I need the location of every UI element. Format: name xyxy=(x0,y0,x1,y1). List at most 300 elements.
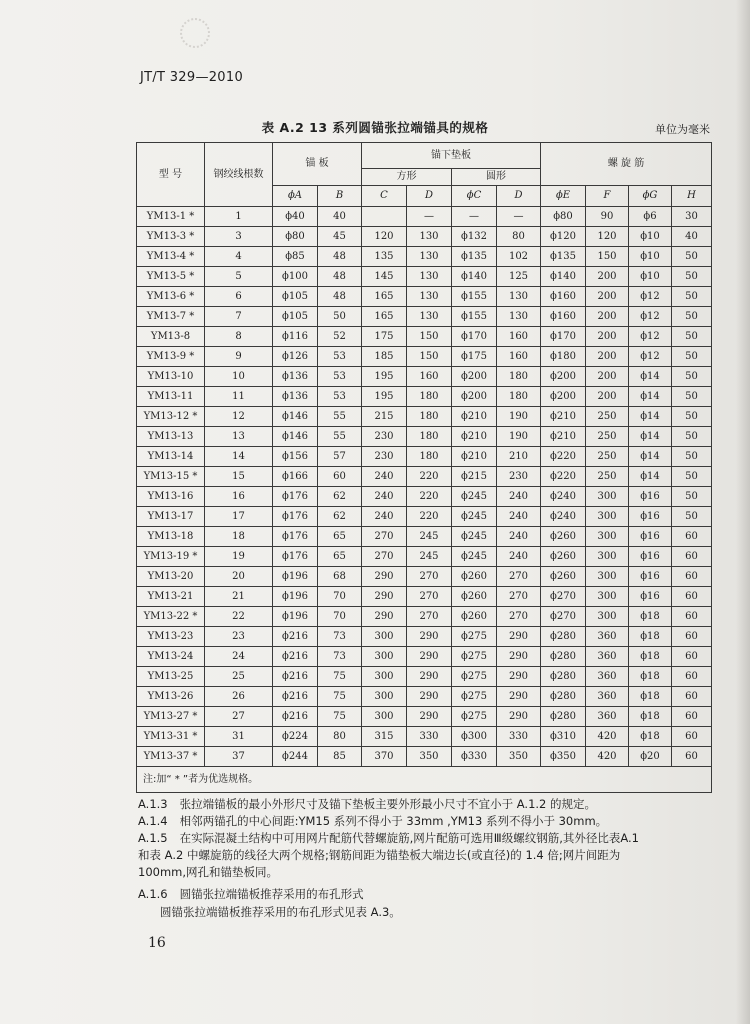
table-row xyxy=(137,587,712,607)
clause-a16 xyxy=(138,887,364,902)
table-cell: 190 xyxy=(497,427,541,447)
table-cell: 240 xyxy=(362,507,407,527)
model-cell: YM13-22 * xyxy=(137,607,205,627)
table-cell: 50 xyxy=(672,467,712,487)
table-cell: 145 xyxy=(362,267,407,287)
table-cell: 55 xyxy=(318,407,362,427)
table-cell: 150 xyxy=(407,327,452,347)
table-cell: 50 xyxy=(672,487,712,507)
table-cell: 8 xyxy=(205,327,273,347)
table-cell: ϕ350 xyxy=(541,747,586,767)
table-cell: 290 xyxy=(497,707,541,727)
model-cell: YM13-26 xyxy=(137,687,205,707)
table-cell: 290 xyxy=(362,567,407,587)
table-cell: ϕ160 xyxy=(541,287,586,307)
table-cell: ϕ275 xyxy=(452,627,497,647)
table-cell: 60 xyxy=(672,707,712,727)
table-cell: ϕ18 xyxy=(629,707,672,727)
table-cell: 55 xyxy=(318,427,362,447)
table-cell: ϕ155 xyxy=(452,287,497,307)
table-row xyxy=(137,467,712,487)
table-cell: 60 xyxy=(672,547,712,567)
table-cell: 50 xyxy=(672,347,712,367)
table-cell: 195 xyxy=(362,387,407,407)
clause-number: A.1.5 xyxy=(138,831,168,845)
table-cell: 25 xyxy=(205,667,273,687)
table-cell: 185 xyxy=(362,347,407,367)
table-cell: 80 xyxy=(497,227,541,247)
table-cell: 150 xyxy=(407,347,452,367)
table-cell: ϕ10 xyxy=(629,227,672,247)
table-cell: ϕ240 xyxy=(541,507,586,527)
table-cell: 3 xyxy=(205,227,273,247)
table-cell: 60 xyxy=(672,747,712,767)
table-cell: 240 xyxy=(497,507,541,527)
table-cell: 70 xyxy=(318,587,362,607)
table-row xyxy=(137,247,712,267)
table-cell: 200 xyxy=(586,387,629,407)
table-cell: 150 xyxy=(586,247,629,267)
subheader-cell: D xyxy=(407,186,452,207)
table-cell: 37 xyxy=(205,747,273,767)
table-row xyxy=(137,427,712,447)
model-cell: YM13-8 xyxy=(137,327,205,347)
table-row xyxy=(137,227,712,247)
table-cell: ϕ210 xyxy=(452,427,497,447)
table-title: 表 A.2 13 系列圆锚张拉端锚具的规格 xyxy=(261,120,489,135)
table-cell: ϕ6 xyxy=(629,207,672,227)
table-cell: ϕ140 xyxy=(452,267,497,287)
table-cell: 73 xyxy=(318,627,362,647)
table-cell: 60 xyxy=(672,587,712,607)
table-cell: ϕ146 xyxy=(273,407,318,427)
table-cell: ϕ176 xyxy=(273,487,318,507)
table-cell: ϕ132 xyxy=(452,227,497,247)
table-cell: 300 xyxy=(362,687,407,707)
table-cell: ϕ146 xyxy=(273,427,318,447)
table-cell: 300 xyxy=(362,707,407,727)
table-cell: 53 xyxy=(318,367,362,387)
table-cell: ϕ12 xyxy=(629,327,672,347)
table-cell: 330 xyxy=(407,727,452,747)
table-cell: 50 xyxy=(672,387,712,407)
table-cell: 90 xyxy=(586,207,629,227)
table-cell: 48 xyxy=(318,287,362,307)
subheader-cell: ϕE xyxy=(541,186,586,207)
table-cell: 130 xyxy=(407,267,452,287)
table-row xyxy=(137,627,712,647)
table-cell: ϕ280 xyxy=(541,627,586,647)
table-row xyxy=(137,367,712,387)
clause-text: 张拉端锚板的最小外形尺寸及锚下垫板主要外形最小尺寸不宜小于 A.1.2 的规定。 xyxy=(179,797,597,811)
table-cell: ϕ170 xyxy=(452,327,497,347)
table-cell: 165 xyxy=(362,307,407,327)
table-cell: 290 xyxy=(497,647,541,667)
table-cell: ϕ216 xyxy=(273,687,318,707)
clause-a13 xyxy=(138,797,596,812)
table-cell: 75 xyxy=(318,687,362,707)
header-anchor-plate: 锚 板 xyxy=(273,143,362,186)
model-cell: YM13-3 * xyxy=(137,227,205,247)
table-cell: 50 xyxy=(672,267,712,287)
model-cell: YM13-7 * xyxy=(137,307,205,327)
table-cell: 290 xyxy=(497,667,541,687)
table-cell: 6 xyxy=(205,287,273,307)
table-cell: ϕ245 xyxy=(452,487,497,507)
table-cell: 26 xyxy=(205,687,273,707)
table-cell: ϕ180 xyxy=(541,347,586,367)
table-cell: 300 xyxy=(586,567,629,587)
table-cell: 250 xyxy=(586,447,629,467)
page-edge-shadow xyxy=(736,0,750,1024)
table-cell: 52 xyxy=(318,327,362,347)
table-row xyxy=(137,567,712,587)
table-cell: 245 xyxy=(407,527,452,547)
table-row xyxy=(137,647,712,667)
spec-table xyxy=(136,142,712,793)
table-cell: 270 xyxy=(407,607,452,627)
table-cell: ϕ260 xyxy=(541,527,586,547)
table-cell: 200 xyxy=(586,287,629,307)
table-cell: 230 xyxy=(362,427,407,447)
table-cell: ϕ120 xyxy=(541,227,586,247)
clause-number: A.1.6 xyxy=(138,887,168,901)
table-cell: 60 xyxy=(672,567,712,587)
model-cell: YM13-14 xyxy=(137,447,205,467)
table-cell: ϕ14 xyxy=(629,367,672,387)
table-cell: 360 xyxy=(586,627,629,647)
table-cell: 270 xyxy=(497,587,541,607)
table-cell: 250 xyxy=(586,407,629,427)
table-cell: 16 xyxy=(205,487,273,507)
table-cell: 48 xyxy=(318,247,362,267)
table-cell: 12 xyxy=(205,407,273,427)
table-row xyxy=(137,327,712,347)
table-cell: 60 xyxy=(672,527,712,547)
table-cell: 60 xyxy=(672,687,712,707)
table-cell: 180 xyxy=(407,427,452,447)
table-cell: 130 xyxy=(407,307,452,327)
table-cell: ϕ18 xyxy=(629,727,672,747)
table-row xyxy=(137,527,712,547)
table-cell: ϕ275 xyxy=(452,647,497,667)
table-cell: 220 xyxy=(407,487,452,507)
table-cell: 180 xyxy=(497,367,541,387)
table-cell: 360 xyxy=(586,667,629,687)
table-cell: ϕ224 xyxy=(273,727,318,747)
table-cell: 23 xyxy=(205,627,273,647)
clause-text: 圆锚张拉端锚板推荐采用的布孔形式 xyxy=(179,887,364,901)
table-cell: 62 xyxy=(318,487,362,507)
subheader-cell: ϕC xyxy=(452,186,497,207)
table-cell: 130 xyxy=(407,247,452,267)
table-cell: 60 xyxy=(318,467,362,487)
table-cell: 50 xyxy=(672,427,712,447)
table-cell: 15 xyxy=(205,467,273,487)
table-cell: ϕ215 xyxy=(452,467,497,487)
model-cell: YM13-10 xyxy=(137,367,205,387)
table-cell: 53 xyxy=(318,387,362,407)
table-cell: 130 xyxy=(407,287,452,307)
table-cell: ϕ270 xyxy=(541,607,586,627)
table-cell: 350 xyxy=(497,747,541,767)
table-cell: 290 xyxy=(407,627,452,647)
table-cell: ϕ275 xyxy=(452,667,497,687)
table-cell: 230 xyxy=(497,467,541,487)
table-cell: 102 xyxy=(497,247,541,267)
table-row xyxy=(137,407,712,427)
table-cell: ϕ10 xyxy=(629,247,672,267)
table-cell: 50 xyxy=(672,307,712,327)
subheader-cell: B xyxy=(318,186,362,207)
model-cell: YM13-24 xyxy=(137,647,205,667)
table-cell: 360 xyxy=(586,707,629,727)
table-row xyxy=(137,267,712,287)
table-cell: 160 xyxy=(407,367,452,387)
table-cell: ϕ210 xyxy=(452,447,497,467)
table-cell: ϕ260 xyxy=(452,587,497,607)
table-cell: ϕ105 xyxy=(273,307,318,327)
table-cell: 330 xyxy=(497,727,541,747)
table-cell: 4 xyxy=(205,247,273,267)
table-cell: ϕ166 xyxy=(273,467,318,487)
table-cell: ϕ18 xyxy=(629,647,672,667)
table-row xyxy=(137,207,712,227)
subheader-cell: C xyxy=(362,186,407,207)
table-cell: 73 xyxy=(318,647,362,667)
table-cell: 420 xyxy=(586,747,629,767)
table-cell: ϕ12 xyxy=(629,287,672,307)
table-cell: ϕ300 xyxy=(452,727,497,747)
table-cell: 300 xyxy=(586,507,629,527)
table-cell: ϕ135 xyxy=(541,247,586,267)
table-cell: 240 xyxy=(497,527,541,547)
table-cell: 68 xyxy=(318,567,362,587)
table-cell: 200 xyxy=(586,327,629,347)
table-cell: 50 xyxy=(672,447,712,467)
table-cell: 120 xyxy=(362,227,407,247)
table-cell: ϕ16 xyxy=(629,527,672,547)
model-cell: YM13-13 xyxy=(137,427,205,447)
table-cell: ϕ260 xyxy=(452,607,497,627)
table-cell: 270 xyxy=(407,567,452,587)
table-cell: 130 xyxy=(497,307,541,327)
model-cell: YM13-1 * xyxy=(137,207,205,227)
table-cell: 370 xyxy=(362,747,407,767)
table-cell: 250 xyxy=(586,467,629,487)
header-spiral: 螺 旋 筋 xyxy=(541,143,712,186)
table-cell: ϕ240 xyxy=(541,487,586,507)
table-cell: 240 xyxy=(497,547,541,567)
table-cell: 135 xyxy=(362,247,407,267)
table-cell: ϕ20 xyxy=(629,747,672,767)
table-row xyxy=(137,387,712,407)
table-cell: 50 xyxy=(672,327,712,347)
model-cell: YM13-9 * xyxy=(137,347,205,367)
table-cell: ϕ16 xyxy=(629,567,672,587)
table-cell: 270 xyxy=(362,547,407,567)
table-row xyxy=(137,287,712,307)
table-cell: 50 xyxy=(672,287,712,307)
table-cell: 13 xyxy=(205,427,273,447)
table-cell: 125 xyxy=(497,267,541,287)
table-cell: ϕ14 xyxy=(629,467,672,487)
table-cell: ϕ310 xyxy=(541,727,586,747)
table-cell: 60 xyxy=(672,667,712,687)
model-cell: YM13-18 xyxy=(137,527,205,547)
table-cell: 300 xyxy=(362,647,407,667)
table-cell: 10 xyxy=(205,367,273,387)
table-cell: ϕ135 xyxy=(452,247,497,267)
table-cell: ϕ244 xyxy=(273,747,318,767)
table-cell: 420 xyxy=(586,727,629,747)
table-cell: ϕ220 xyxy=(541,447,586,467)
table-cell: ϕ245 xyxy=(452,527,497,547)
table-cell: 60 xyxy=(672,627,712,647)
table-cell: ϕ12 xyxy=(629,347,672,367)
table-cell: 14 xyxy=(205,447,273,467)
table-cell: ϕ220 xyxy=(541,467,586,487)
table-cell: ϕ245 xyxy=(452,547,497,567)
table-cell: 27 xyxy=(205,707,273,727)
publisher-logo-icon xyxy=(180,18,210,48)
table-cell: 270 xyxy=(497,567,541,587)
page-number: 16 xyxy=(148,935,166,951)
document-code: JT/T 329—2010 xyxy=(140,70,244,85)
table-cell: 200 xyxy=(586,267,629,287)
table-cell: 120 xyxy=(586,227,629,247)
table-cell: ϕ200 xyxy=(452,367,497,387)
table-cell: ϕ200 xyxy=(452,387,497,407)
table-cell: 165 xyxy=(362,287,407,307)
table-row xyxy=(137,487,712,507)
subheader-cell: D xyxy=(497,186,541,207)
table-cell: ϕ16 xyxy=(629,587,672,607)
table-cell: 85 xyxy=(318,747,362,767)
model-cell: YM13-6 * xyxy=(137,287,205,307)
header-model: 型 号 xyxy=(137,143,205,207)
table-cell: ϕ160 xyxy=(541,307,586,327)
table-cell: ϕ140 xyxy=(541,267,586,287)
table-cell: 50 xyxy=(672,367,712,387)
table-cell: ϕ18 xyxy=(629,607,672,627)
table-cell: ϕ280 xyxy=(541,707,586,727)
table-cell: ϕ14 xyxy=(629,387,672,407)
table-cell: ϕ196 xyxy=(273,587,318,607)
table-cell: ϕ176 xyxy=(273,507,318,527)
table-cell: ϕ175 xyxy=(452,347,497,367)
table-cell: 50 xyxy=(672,247,712,267)
table-cell: ϕ330 xyxy=(452,747,497,767)
table-cell: 220 xyxy=(407,507,452,527)
table-cell xyxy=(362,207,407,227)
table-cell: ϕ85 xyxy=(273,247,318,267)
table-cell: ϕ260 xyxy=(541,567,586,587)
table-cell: 80 xyxy=(318,727,362,747)
table-cell: 290 xyxy=(407,647,452,667)
table-cell: ϕ280 xyxy=(541,687,586,707)
table-row xyxy=(137,667,712,687)
table-row xyxy=(137,307,712,327)
table-cell: 240 xyxy=(362,487,407,507)
table-cell: ϕ16 xyxy=(629,487,672,507)
table-cell: 7 xyxy=(205,307,273,327)
model-cell: YM13-31 * xyxy=(137,727,205,747)
table-row xyxy=(137,747,712,767)
table-cell: ϕ126 xyxy=(273,347,318,367)
table-cell: 300 xyxy=(586,527,629,547)
table-cell: 175 xyxy=(362,327,407,347)
table-cell: ϕ176 xyxy=(273,527,318,547)
table-cell: ϕ260 xyxy=(541,547,586,567)
table-cell: 20 xyxy=(205,567,273,587)
table-cell: 270 xyxy=(407,587,452,607)
table-cell: 200 xyxy=(586,367,629,387)
model-cell: YM13-19 * xyxy=(137,547,205,567)
table-cell: ϕ105 xyxy=(273,287,318,307)
table-cell: 300 xyxy=(586,547,629,567)
table-cell: 270 xyxy=(362,527,407,547)
table-cell: 290 xyxy=(497,627,541,647)
table-cell: 180 xyxy=(407,447,452,467)
table-cell: 160 xyxy=(497,347,541,367)
table-cell: 60 xyxy=(672,727,712,747)
clause-number: A.1.3 xyxy=(138,797,168,811)
header-strands: 钢绞线根数 xyxy=(205,143,273,207)
table-cell: 200 xyxy=(586,307,629,327)
table-cell: 57 xyxy=(318,447,362,467)
table-cell: 50 xyxy=(672,507,712,527)
table-cell: ϕ156 xyxy=(273,447,318,467)
table-cell: 290 xyxy=(407,667,452,687)
table-cell: 62 xyxy=(318,507,362,527)
table-cell: ϕ216 xyxy=(273,667,318,687)
header-bearing-plate: 锚下垫板 xyxy=(362,143,541,169)
table-cell: 300 xyxy=(362,667,407,687)
table-cell: 9 xyxy=(205,347,273,367)
table-cell: 19 xyxy=(205,547,273,567)
model-cell: YM13-5 * xyxy=(137,267,205,287)
clause-a14 xyxy=(138,814,607,829)
table-cell: ϕ216 xyxy=(273,627,318,647)
table-cell: ϕ196 xyxy=(273,567,318,587)
table-cell: ϕ216 xyxy=(273,707,318,727)
table-cell: 48 xyxy=(318,267,362,287)
table-cell: ϕ210 xyxy=(541,407,586,427)
table-cell: ϕ14 xyxy=(629,427,672,447)
table-row xyxy=(137,547,712,567)
table-cell: 130 xyxy=(497,287,541,307)
table-row xyxy=(137,447,712,467)
table-cell: ϕ136 xyxy=(273,367,318,387)
table-cell: 65 xyxy=(318,527,362,547)
model-cell: YM13-27 * xyxy=(137,707,205,727)
table-cell: 130 xyxy=(407,227,452,247)
table-cell: 210 xyxy=(497,447,541,467)
table-cell: ϕ210 xyxy=(541,427,586,447)
table-cell: 17 xyxy=(205,507,273,527)
model-cell: YM13-37 * xyxy=(137,747,205,767)
table-cell: ϕ14 xyxy=(629,407,672,427)
table-cell: 180 xyxy=(407,407,452,427)
table-cell: 195 xyxy=(362,367,407,387)
model-cell: YM13-11 xyxy=(137,387,205,407)
table-row xyxy=(137,347,712,367)
table-cell: 75 xyxy=(318,707,362,727)
table-cell: 290 xyxy=(407,687,452,707)
table-cell: ϕ80 xyxy=(541,207,586,227)
table-cell: ϕ280 xyxy=(541,667,586,687)
